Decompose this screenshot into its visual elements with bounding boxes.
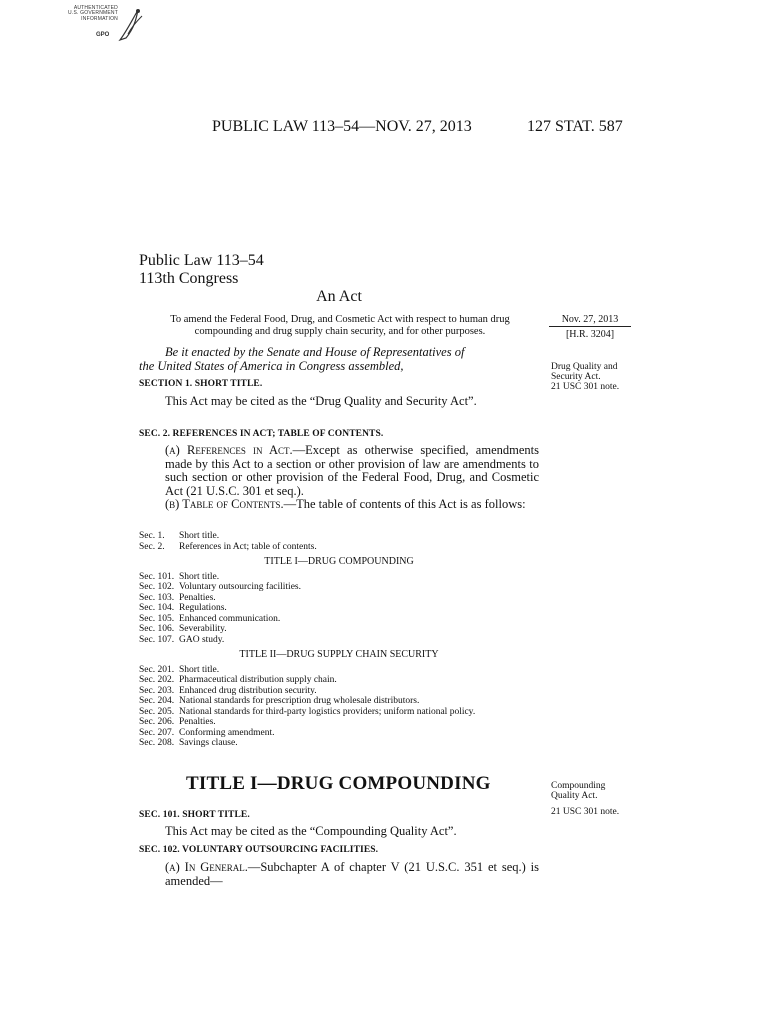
toc-text: Regulations. bbox=[179, 603, 227, 613]
section-1-heading: SECTION 1. SHORT TITLE. bbox=[139, 379, 263, 389]
toc-number: Sec. 2. bbox=[139, 541, 165, 552]
toc-row bbox=[139, 696, 539, 707]
enactment-date: Nov. 27, 2013 bbox=[549, 314, 631, 327]
toc-row bbox=[139, 686, 539, 697]
toc-row bbox=[139, 665, 539, 676]
gpo-authentication-seal bbox=[56, 4, 142, 44]
toc-row bbox=[139, 624, 539, 635]
bill-number: [H.R. 3204] bbox=[565, 329, 615, 340]
toc-number: Sec. 207. bbox=[139, 727, 175, 738]
toc-text: National standards for prescription drug wholesale distributors. bbox=[179, 696, 420, 706]
toc-row bbox=[139, 572, 539, 583]
running-header: PUBLIC LAW 113–54—NOV. 27, 2013 bbox=[212, 118, 472, 135]
toc-text: Savings clause. bbox=[179, 738, 238, 748]
toc-row bbox=[139, 531, 539, 542]
purpose-line: compounding and drug supply chain security, and for other purposes. bbox=[194, 326, 486, 337]
law-designation bbox=[139, 252, 264, 288]
margin-note-line: Quality Act. bbox=[551, 791, 598, 801]
toc-text: Short title. bbox=[179, 664, 220, 675]
toc-text: National standards for third-party logistics providers; uniform national policy. bbox=[179, 706, 476, 717]
stat-page-number: 127 STAT. 587 bbox=[527, 118, 623, 135]
toc-title-1: TITLE I—DRUG COMPOUNDING bbox=[264, 556, 414, 567]
title-1-heading: TITLE I—DRUG COMPOUNDING bbox=[186, 773, 491, 794]
toc-number: Sec. 203. bbox=[139, 685, 175, 696]
toc-number: Sec. 208. bbox=[139, 738, 175, 748]
enacting-line: Be it enacted by the Senate and House of Representatives of bbox=[165, 345, 465, 359]
toc-number: Sec. 106. bbox=[139, 624, 175, 634]
toc-number: Sec. 107. bbox=[139, 634, 175, 645]
section-1-body: This Act may be cited as the “Drug Quality and Security Act”. bbox=[165, 394, 477, 408]
toc-text: Short title. bbox=[179, 531, 220, 541]
toc-text: Pharmaceutical distribution supply chain. bbox=[179, 675, 337, 685]
section-102-a-text: —Subchapter A of chapter V (21 U.S.C. 351 et seq.) is amended— bbox=[165, 860, 539, 888]
toc-text: Penalties. bbox=[179, 717, 216, 727]
congress-number: 113th Congress bbox=[139, 270, 239, 287]
table-of-contents bbox=[139, 531, 539, 749]
section-102-a-label: (a) In General. bbox=[165, 860, 248, 874]
toc-number: Sec. 204. bbox=[139, 696, 175, 706]
subsection-b-text: —The table of contents of this Act is as follows: bbox=[283, 497, 526, 511]
margin-note-line: 21 USC 301 note. bbox=[551, 807, 620, 817]
enacting-line: the United States of America in Congress assembled, bbox=[139, 359, 404, 373]
toc-text: Enhanced drug distribution security. bbox=[179, 685, 317, 696]
toc-text: Enhanced communication. bbox=[179, 613, 281, 624]
enacting-clause bbox=[139, 345, 539, 373]
toc-text: Voluntary outsourcing facilities. bbox=[179, 582, 301, 592]
margin-date-block bbox=[549, 314, 631, 340]
toc-text: Severability. bbox=[179, 624, 227, 634]
toc-row bbox=[139, 582, 539, 593]
purpose-line: To amend the Federal Food, Drug, and Cosmetic Act with respect to human drug bbox=[170, 314, 510, 325]
section-101-body: This Act may be cited as the “Compounding Quality Act”. bbox=[165, 824, 457, 838]
act-purpose bbox=[140, 314, 540, 338]
toc-title-2: TITLE II—DRUG SUPPLY CHAIN SECURITY bbox=[239, 649, 439, 660]
toc-row bbox=[139, 717, 539, 728]
section-101-text bbox=[139, 825, 539, 839]
margin-note-line: Compounding bbox=[551, 781, 606, 791]
toc-number: Sec. 104. bbox=[139, 603, 175, 613]
toc-text: GAO study. bbox=[179, 634, 225, 645]
toc-row bbox=[139, 738, 539, 749]
eagle-icon bbox=[116, 4, 144, 44]
toc-row bbox=[139, 614, 539, 625]
subsection-b-label: (b) Table of Contents. bbox=[165, 497, 284, 511]
toc-number: Sec. 102. bbox=[139, 582, 175, 592]
toc-text: Conforming amendment. bbox=[179, 727, 275, 738]
section-102-heading: SEC. 102. VOLUNTARY OUTSOURCING FACILITIES. bbox=[139, 845, 379, 855]
margin-note-line: 21 USC 301 note. bbox=[551, 382, 620, 392]
toc-row bbox=[139, 675, 539, 686]
toc-row bbox=[139, 707, 539, 718]
toc-text: Short title. bbox=[179, 571, 220, 582]
toc-number: Sec. 205. bbox=[139, 706, 175, 717]
margin-note-line: Security Act. bbox=[551, 372, 601, 382]
subsection-a-label: (a) References in Act. bbox=[165, 443, 293, 457]
seal-text bbox=[56, 6, 118, 22]
toc-number: Sec. 206. bbox=[139, 717, 175, 727]
toc-number: Sec. 101. bbox=[139, 571, 175, 582]
margin-note-line: Drug Quality and bbox=[551, 362, 618, 372]
margin-note-compounding bbox=[551, 781, 641, 817]
toc-number: Sec. 202. bbox=[139, 675, 175, 685]
seal-line: AUTHENTICATED bbox=[73, 5, 118, 11]
toc-text: Penalties. bbox=[179, 592, 216, 603]
seal-gpo-label: GPO bbox=[96, 32, 110, 38]
toc-number: Sec. 105. bbox=[139, 613, 175, 624]
toc-number: Sec. 1. bbox=[139, 531, 165, 541]
section-2-text bbox=[139, 444, 539, 512]
toc-row bbox=[139, 542, 539, 553]
toc-row bbox=[139, 728, 539, 739]
toc-number: Sec. 201. bbox=[139, 664, 175, 675]
seal-line: INFORMATION bbox=[81, 15, 118, 22]
subsection-a-text: —Except as otherwise specified, amendments made by this Act to a section or other provision of law are amendments to such section or other provision of the Federal Food, Drug, and Cosmetic Act (21 U.S.C. 301 et seq.). bbox=[165, 443, 539, 498]
toc-number: Sec. 103. bbox=[139, 592, 175, 603]
seal-line: U.S. GOVERNMENT bbox=[68, 10, 118, 17]
section-102-text bbox=[139, 861, 539, 888]
section-1-text bbox=[139, 395, 539, 409]
section-2-heading: SEC. 2. REFERENCES IN ACT; TABLE OF CONTENTS. bbox=[139, 429, 384, 439]
section-101-heading: SEC. 101. SHORT TITLE. bbox=[139, 810, 250, 820]
toc-text: References in Act; table of contents. bbox=[179, 541, 317, 552]
toc-row bbox=[139, 603, 539, 614]
toc-row bbox=[139, 593, 539, 604]
toc-row bbox=[139, 635, 539, 646]
act-title: An Act bbox=[316, 288, 362, 305]
public-law-number: Public Law 113–54 bbox=[139, 252, 264, 269]
margin-note-short-title bbox=[551, 362, 641, 392]
